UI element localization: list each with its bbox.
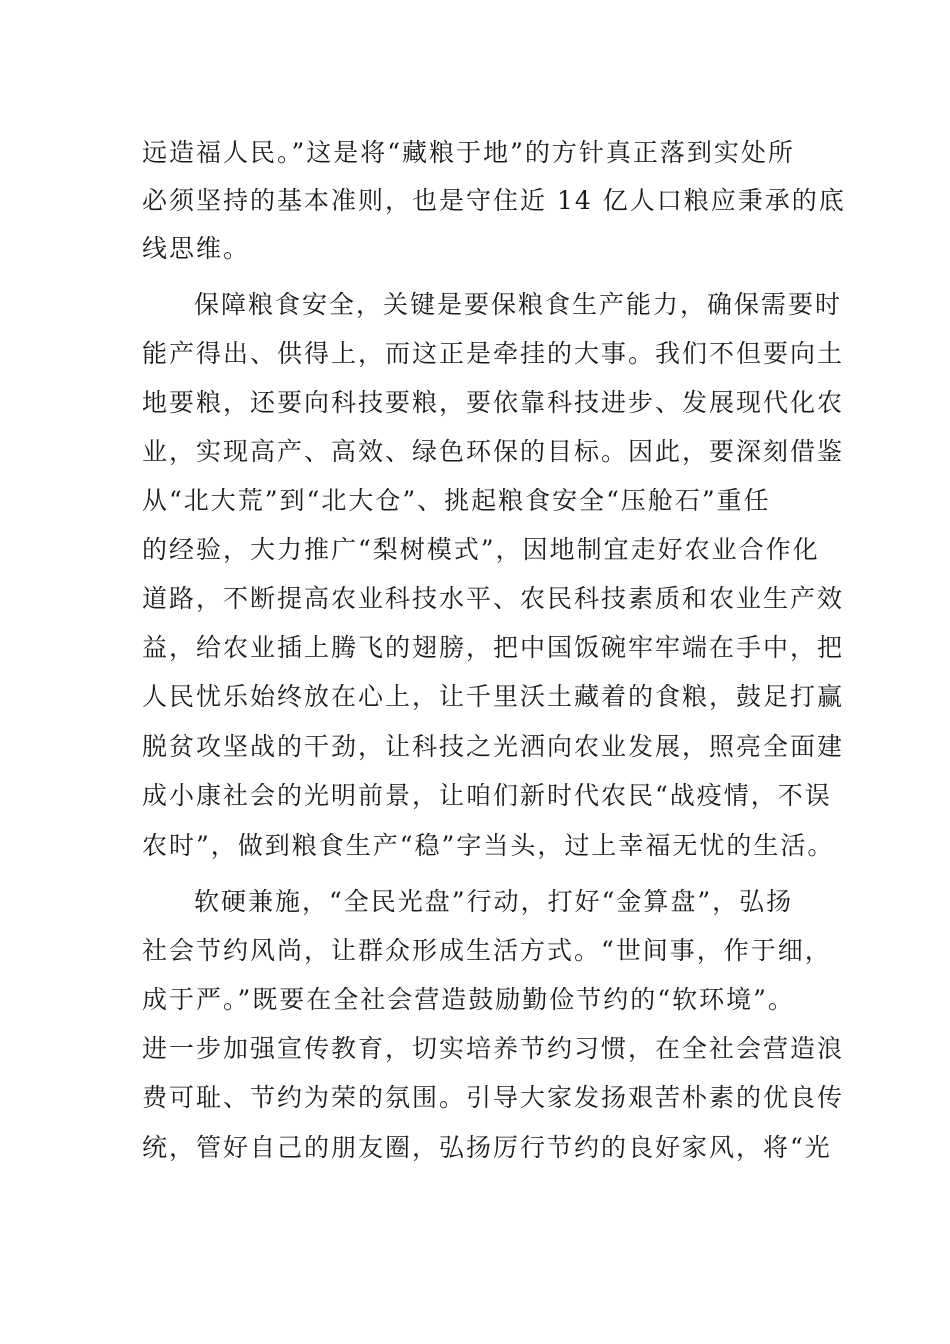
- text-line: 软硬兼施，“全民光盘”行动，打好“金算盘”，弘扬: [194, 887, 794, 916]
- text-line: 地要粮，还要向科技要粮，要依靠科技进步、发展现代化农: [142, 388, 845, 417]
- text-line: 能产得出、供得上，而这正是牵挂的大事。我们不但要向土: [142, 339, 845, 368]
- text-line: 人民忧乐始终放在心上，让千里沃土藏着的食粮，鼓足打赢: [142, 682, 845, 711]
- text-line: 成于严。”既要在全社会营造鼓励勤俭节约的“软环境”。: [142, 985, 795, 1014]
- text-line: 益，给农业插上腾飞的翅膀，把中国饭碗牢牢端在手中，把: [142, 633, 845, 662]
- text-line: 从“北大荒”到“北大仓”、挑起粮食安全“压舱石”重任: [142, 486, 771, 515]
- text-line: 必须坚持的基本准则，也是守住近 14 亿人口粮应秉承的底: [142, 186, 846, 215]
- text-line: 社会节约风尚，让群众形成生活方式。“世间事，作于细，: [142, 936, 832, 965]
- text-line: 进一步加强宣传教育，切实培养节约习惯，在全社会营造浪: [142, 1034, 845, 1063]
- text-line: 脱贫攻坚战的干劲，让科技之光洒向农业发展，照亮全面建: [142, 732, 845, 761]
- text-line: 成小康社会的光明前景，让咱们新时代农民“战疫情，不误: [142, 781, 832, 810]
- text-line: 费可耻、节约为荣的氛围。引导大家发扬艰苦朴素的优良传: [142, 1083, 845, 1112]
- text-line: 远造福人民。”这是将“藏粮于地”的方针真正落到实处所: [142, 138, 795, 167]
- text-line: 业，实现高产、高效、绿色环保的目标。因此，要深刻借鉴: [142, 437, 845, 466]
- text-line: 道路，不断提高农业科技水平、农民科技素质和农业生产效: [142, 584, 845, 613]
- text-line: 保障粮食安全，关键是要保粮食生产能力，确保需要时: [194, 290, 843, 319]
- text-line: 统，管好自己的朋友圈，弘扬厉行节约的良好家风，将“光: [142, 1133, 832, 1162]
- text-line: 的经验，大力推广“梨树模式”，因地制宜走好农业合作化: [142, 535, 820, 564]
- text-line: 农时”，做到粮食生产“稳”字当头，过上幸福无忧的生活。: [142, 831, 835, 860]
- text-line: 线思维。: [142, 234, 251, 263]
